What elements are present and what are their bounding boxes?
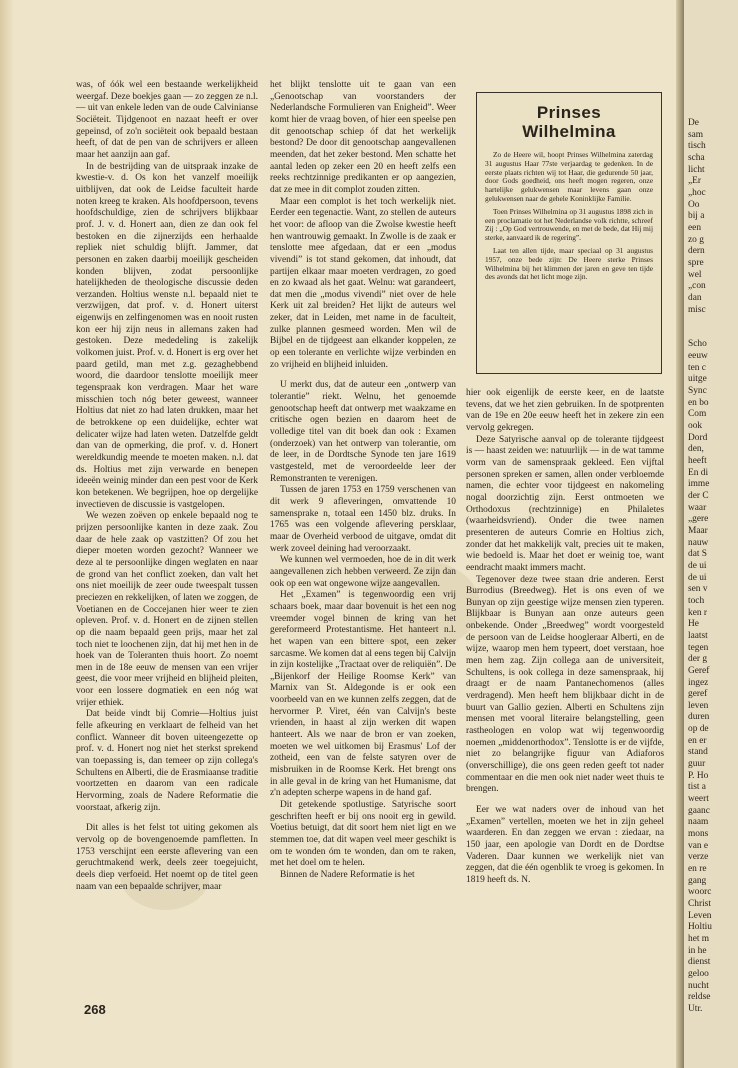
next-page-line: leven: [688, 700, 709, 711]
next-page-lines: [684, 0, 738, 1016]
next-page-line: tegen: [688, 642, 709, 653]
next-page-line: bij a: [688, 211, 705, 222]
next-page-line: Utr.: [688, 1003, 703, 1014]
next-page-line: het m: [688, 933, 710, 944]
next-page-line: He: [688, 619, 699, 630]
next-page-line: De: [688, 118, 699, 128]
next-page-fragment: [684, 0, 738, 1068]
next-page-line: eeuw: [688, 351, 708, 362]
next-page-line: sam: [688, 129, 704, 140]
next-page-line: „con: [688, 281, 706, 292]
column3-paragraph: Deze Satyrische aanval op de tolerante tijdgeest is — haast zeiden we: natuurlijk — in de wat tamme vorm van de samenspraak gekleed. Een vijftal personen spreken er samen, allen onder verbloemde namen, die echter voor tijdgeest en nakomeling nogal doorzichtig zijn. Eerst ontmoeten we Orthodoxus (rechtzinnige) en Philaletes (waarheidsvriend). Onder die twee namen presenteren de auteurs Comrie en Holtius zich, zonder dat het makkelijk valt, precies uit te maken, wie bedoeld is. Maar het doet er weinig toe, want eendracht maakt immers macht.: [466, 434, 664, 573]
next-page-line: Sync: [688, 386, 707, 397]
column2-paragraph: We kunnen wel vermoeden, hoe de in dit werk aangevallenen zich hebben verweerd. Ze zijn dan ook op een wat ongewone wijze aangevallen.: [270, 555, 456, 589]
next-page-line: gaanc: [688, 805, 710, 816]
next-page-line: tist a: [688, 782, 706, 793]
text-column-3: [466, 388, 664, 887]
column1-paragraph: was, of óók wel een bestaande werkelijkheid weergaf. Deze boekjes gaan — zo zeggen ze n.l. — uit van enkele leden van de oude Calvinianse Sociëteit. Tijdgenoot en nazaat heeft er over gepeinsd, of zo'n sociëteit ook bepaald bestaan heeft, of dat de pen van de schrijvers er alleen maar het aanzijn aan gaf.: [76, 80, 258, 160]
sidebar-box-prinses-wilhelmina: [476, 92, 662, 374]
next-page-line: in he: [688, 945, 707, 956]
next-page-line: Com: [688, 409, 707, 420]
column2-paragraph: Maar een complot is het toch werkelijk niet. Eerder een tegenactie. Want, zo stellen de auteurs het voor: de afloop van die Zwolse kwestie heeft hen wantrouwig gemaakt. In Zwolle is de zaak er tenslotte mee afgedaan, dat er een „modus vivendi” is tot stand gekomen, dat inhoudt, dat partijen elkaar maar moeten verdragen, zo goed en zo kwaad als het gaat. Welnu: wat garandeert, dat men die „modus vivendi” niet over de hele Kerk uit zal breiden? Het lijkt de auteurs wel zeker, dat in Leiden, met name in de faculteit, zulke plannen gesmeed worden. Men wil de Bijbel en de tijdgeest aan elkander koppelen, ze op een tolerante en verlichte wijze verbinden en zo vrijheid en blijheid inluiden.: [270, 196, 456, 370]
next-page-line: spre: [688, 257, 704, 268]
next-page-line: ook: [688, 421, 703, 432]
next-page-line: dienst: [688, 957, 711, 968]
column2-paragraph: het blijkt tenslotte uit te gaan van een „Genootschap van voorstanders der Nederlandsche Formulieren van Enigheid”. Weer komt hier de vraag boven, of hier een speelse pen dit genootschap schiep óf dat het werkelijk bestond? De door dit genootschap aangevallenen meenden, dat het zeker bestond. Men schatte het aantal leden op zeker een 20 en heeft zelfs een reeks rechtzinnige predikanten er op aangezien, dat ze mee in dit complot zouden zitten.: [270, 80, 456, 195]
sidebar-paragraph: Toen Prinses Wilhelmina op 31 augustus 1898 zich in een proclamatie tot het Nederlandse volk richtte, schreef Zij : „Op God vertrouwende, en met de bede, dat Hij mij sterke, aanvaard ik de regering”.: [485, 206, 653, 243]
next-page-line: mons: [688, 829, 709, 840]
next-page-line: En di: [688, 467, 709, 478]
next-page-line: waar: [688, 502, 707, 513]
next-page-line: ingez: [688, 677, 709, 688]
next-page-line: duren: [688, 712, 710, 723]
next-page-line: „Er: [688, 176, 702, 187]
sidebar-title-line1: Prinses: [536, 103, 602, 122]
page-edge-shadow: [0, 0, 14, 1068]
next-page-line: Leven: [688, 910, 712, 921]
next-page-line: P. Ho: [688, 770, 709, 781]
next-page-line: Dord: [688, 432, 708, 443]
next-page-line: naam: [688, 817, 709, 828]
next-page-line: misc: [688, 304, 706, 315]
next-page-line: wel: [688, 269, 702, 280]
column2-paragraph: Tussen de jaren 1753 en 1759 verschenen van dit werk 9 afleveringen, omvattende 10 samensprake n, totaal een 1450 blz. druks. In 1765 was een volgende aflevering persklaar, maar de Overheid verbood de uitgave, omdat dit werk zoveel deining had veroorzaakt.: [270, 485, 456, 554]
next-page-line: uitge: [688, 374, 707, 385]
next-page-line: Holtiu: [688, 922, 712, 933]
column3-paragraph: hier ook eigenlijk de eerste keer, en de laatste tevens, dat we het zien gebruiken. In de spotprenten van de 19e en 20e eeuw heeft het in zekere zin een vervolg gekregen.: [466, 388, 664, 433]
column2-paragraph: Dit getekende spotlustige. Satyrische soort geschriften heeft er bij ons nooit erg in gewild. Voetius betuigt, dat dit soort hem niet ligt en we stemmen toe, dat dit wapen veel meer geschikt is om te wonden óm te wonden, dan om te raken, met het doel om te helen.: [270, 800, 456, 869]
next-page-line: toch: [688, 595, 705, 606]
next-page-line: scha: [688, 152, 705, 163]
sidebar-title-line2: Wilhelmina: [522, 122, 616, 141]
next-page-line: guur: [688, 759, 706, 770]
column1-paragraph: We wezen zoëven op enkele bepaald nog te prijzen persoonlijke kanten in deze zaak. Zou daar de hele zaak op vastzitten? Of zou het dieper moeten worden gezocht? Wanneer we deze al te persoonlijke dingen weglaten en naar de grond van het conflict zoeken, dan valt het ons niet moeilijk de zeer oude tweespalt tussen preciezen en rekkelijken, of laten we zoggen, de Voetianen en de Coccejanen hier weer te zien opleven. Prof. v. d. Honert en de zijnen stellen op die naam bepaald geen prijs, maar het zal toch niet te loochenen zijn, dat hij met hen in de hoek van de Toleranten thuis hoort. Zo noemt men in de 18e eeuw de mensen van een vrijer geest, die voor meer vrijheid en blijheid pleiten, voor een lossere dogmatiek en een nóg wat vrijer ethiek.: [76, 511, 258, 708]
next-page-line: en bo: [688, 397, 709, 408]
sidebar-paragraph: Laat ten allen tijde, maar speciaal op 31 augustus 1957, onze bede zijn: De Heere sterke Prinses Wilhelmina bij het klimmen der jaren en geve ten tijde des avonds dat het licht moge zijn.: [485, 245, 653, 282]
next-page-line: zo g: [688, 234, 704, 245]
next-page-line: geref: [688, 689, 708, 700]
column2-paragraph: U merkt dus, dat de auteur een „ontwerp van tolerantie” riekt. Welnu, het genoemde genootschap heeft dat ontwerp met waakzame en critische ogen bezien en daarom heet de volledige titel van dit boek dan ook : Examen (onderzoek) van het ontwerp van tolerantie, om de leer, in de Dordtsche Synode ten jare 1619 vastgesteld, met de veroordeelde leer der Remonstranten te verenigen.: [270, 380, 456, 484]
page-number: 268: [84, 1002, 106, 1017]
next-page-line: der g: [688, 654, 708, 665]
next-page-line: [684, 328, 738, 340]
next-page-line: en re: [688, 864, 707, 874]
next-page-line: sen v: [688, 584, 708, 595]
column1-paragraph: Dit alles is het felst tot uiting gekomen als vervolg op de bovengenoemde pamfletten. In 1753 verschijnt een eerste aflevering van een geruchtmakend werk, deels zeer toegejuicht, deels diep verfoeid. Het noemt op de titel geen naam van een bepaalde schrijver, maar: [76, 823, 258, 892]
next-page-line: heeft: [688, 456, 707, 467]
next-page-line: dat S: [688, 549, 708, 560]
sidebar-title: [485, 103, 653, 141]
next-page-line: verze: [688, 852, 709, 863]
next-page-line: op de: [688, 724, 709, 735]
next-page-line: laatst: [688, 630, 708, 641]
next-page-line: „hoc: [688, 187, 706, 198]
next-page-line: gang: [688, 875, 707, 886]
next-page-line: en er: [688, 735, 707, 746]
next-page-line: nucht: [688, 980, 709, 991]
next-page-line: Oo: [688, 199, 700, 210]
next-page-line: [684, 316, 738, 328]
next-page-line: Christ: [688, 898, 711, 909]
next-page-line: licht: [688, 164, 705, 175]
next-page-line: ken r: [688, 607, 708, 618]
next-page-line: stand: [688, 747, 708, 758]
next-page-line: geloo: [688, 968, 709, 979]
next-page-line: Scho: [688, 339, 707, 350]
sidebar-body: [485, 151, 653, 282]
next-page-line: „gere: [688, 514, 709, 525]
sidebar-paragraph: Zo de Heere wil, hoopt Prinses Wilhelmina zaterdag 31 augustus Haar 77ste verjaardag te gedenken. In de eerste plaats richten wij tot Haar, die gedurende 50 jaar, door Gods goedheid, ons heeft mogen regeren, onze hartelijke gelukwensen maar levens gaan onze gelukwensen naar de gehele Koninklijke Familie.: [485, 150, 653, 203]
next-page-line: den,: [688, 444, 704, 455]
text-column-1: [76, 80, 258, 893]
next-page-line: Maar: [688, 525, 708, 536]
column1-paragraph: Dat beide vindt bij Comrie—Holtius juist felle afkeuring en verklaart de felheid van het conflict. Wanneer dit boven uiteengezette op prof. v. d. Honert nog niet het sterkst sprekend van toepassing is, dan temeer op zijn collega's Schultens en Alberti, die de Erasmiaanse traditie voortzetten en daarom van een radicale Hervorming, zoals de Nadere Reformatie die voorstaat, afkerig zijn.: [76, 709, 258, 813]
column2-paragraph: Het „Examen” is tegenwoordig een vrij schaars boek, maar daar bovenuit is het een nog vreemder vogel binnen de kring van het gereformeerd Protestantisme. Het hanteert n.l. het wapen van een bittere spot, een zeker sarcasme. We komen dat al eens tegen bij Calvijn in zijn kostelijke „Tractaat over de reliquiën”. De „Bijenkorf der Heilige Roomse Kerk” van Marnix van St. Aldegonde is er ook een voorbeeld van en we kunnen zelfs zeggen, dat de hervormer P. Viret, één van Calvijn's beste vrienden, in haast al zijn werken dit wapen hanteert. Als we naar de bron er van zoeken, moeten we wel uitkomen bij Erasmus' Lof der zotheid, een van de felste satyren over de misbruiken in de Roomse Kerk. Het brengt ons in alle geval in de kring van het Humanisme, dat z'n adepten scherpe wapens in de hand gaf.: [270, 590, 456, 799]
column2-paragraph: Binnen de Nadere Reformatie is het: [280, 869, 415, 880]
column1-paragraph: In de bestrijding van de uitspraak inzake de kwestie-v. d. Os kon het vanzelf moeilijk uitblijven, dat ook de Leidse faculteit harde noten kreeg te kraken. Als hoofdpersoon, tevens hoofdschuldige, zien de schrijvers blijkbaar prof. J. v. d. Honert aan, dien ze dan ook fel bestoken en die zijnerzijds een herhaalde repliek niet schuldig blijft. Jammer, dat personen en zaken daarbij moeilijk gescheiden konden blijven, zodat persoonlijke hatelijkheden de theologische discussie deden verzanden. Holtius wenste n.l. bepaald niet te verzwijgen, dat prof. v. d. Honert uiterst eigenwijs en zelfingenomen was en nooit rusten kon eer hij zijn neus in allemans zaken had gestoken. Deze mededeling is zakelijk volkomen juist. Prof. v. d. Honert is erg over het paard getild, man met z.g. gezaghebbend woord, die daardoor tenslotte moeilijk meer tegenspraak kon verdragen. Maar het ware misschien toch nóg beter geweest, wanneer Holtius dat niet zo had laten drukken, maar het de betrokkene op een duidelijke, echter wat delicater wijze had laten weten. Datzelfde geldt dan van de opmerking, die prof. v. d. Honert wereldkundig meende te moeten maken. n.l. dat ds. Holtius met zijn verwarde en benepen ideeën weinig minder dan een pest voor de Kerk kon betekenen. We begrijpen, hoe op dergelijke invectieven de discussie is vastgelopen.: [76, 161, 258, 510]
next-page-line: der C: [688, 491, 709, 501]
column3-paragraph: Tegenover deze twee staan drie anderen. Eerst Burrodius (Breedweg). Het is ons even of we Bunyan op zijn geestige wijze mensen zien typeren. Blijkbaar is Bunyan aan onze auteurs geen onbekende. Onder „Breedweg” wordt voorgesteld de persoon van de Leidse hoogleraar Alberti, en de wijze, waarop men hem typeert, doet verstaan, hoe men hem zag. Zijn collega aan de universiteit, Schultens, is ook collega in deze samenspraak, hij draagt er de naam Pantanechomenos (alles verdragend). Men heeft hem blijkbaar dicht in de buurt van Gallio gezien. Alberti en Schultens zijn mensen met vooral literaire belangstelling, geen rastheologen en volop wat wij tegenwoordig noemen „middenorthodox”. Tenslotte is er de vijfde, niet zo belangrijke figuur van Adiaforos (onverschillige), die ons geen reden geeft tot nader commentaar en die men ook niet nader weet thuis te brengen.: [466, 574, 664, 795]
next-page-line: Geref: [688, 665, 710, 676]
next-page-line: tisch: [688, 141, 706, 152]
next-page-line: van e: [688, 840, 709, 851]
column3-paragraph: Eer we wat naders over de inhoud van het „Examen” vertellen, moeten we het in zijn geheel waarderen. En dan zeggen we ervan : ziedaar, na 150 jaar, een apologie van Dordt en de Dordtse Vaderen. Daar kunnen we werkelijk niet van zeggen, dat die één ogenblik te vroeg is gekomen. In 1819 heeft ds. N.: [466, 804, 664, 885]
next-page-line: nauw: [688, 537, 709, 548]
next-page-line: dan: [688, 292, 702, 303]
next-page-line: de ui: [688, 560, 707, 571]
next-page-line: weert: [688, 794, 709, 805]
next-page-line: ten c: [688, 362, 706, 373]
next-page-line: de ui: [688, 572, 707, 583]
next-page-line: reldse: [688, 992, 711, 1003]
next-page-line: imme: [688, 479, 710, 490]
next-page-line: dern: [688, 246, 705, 257]
next-page-line: woorc: [688, 887, 712, 898]
text-column-2: [270, 80, 456, 882]
next-page-line: een: [688, 222, 702, 233]
book-gutter: [676, 0, 684, 1068]
